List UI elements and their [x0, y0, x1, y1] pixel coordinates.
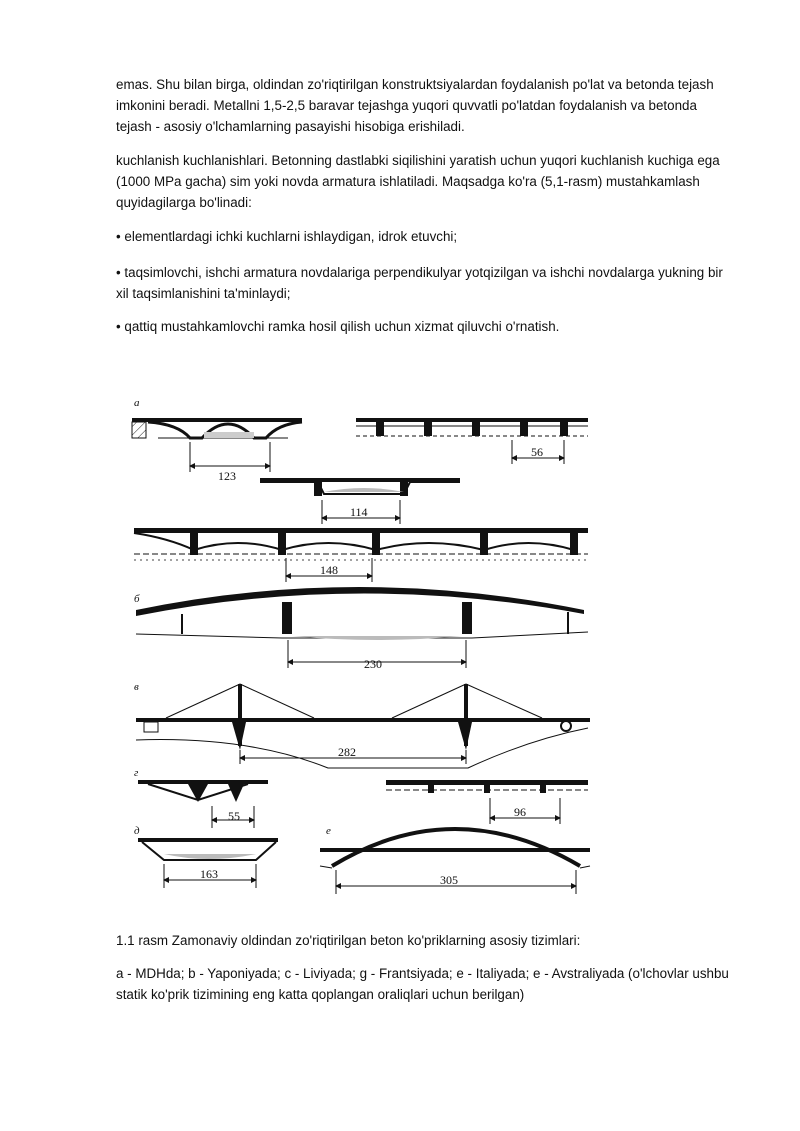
bridge-a-frame-arch [132, 397, 302, 483]
bridge-a-cantilever [260, 478, 460, 524]
label-d: д [134, 825, 140, 837]
label-e: е [326, 825, 331, 837]
paragraph-reinforcement: kuchlanish kuchlanishlari. Betonning dastlabki siqilishini yaratish uchun yuqori kuchlanish kuchiga ega (1000 MPa gacha) sim yoki novda armatura ishlatiladi. Maqsadga ko'ra (5,1-rasm) mustahkamlash quyidagilarga bo'linadi: [116, 153, 720, 210]
dim-56: 56 [531, 445, 543, 459]
label-b: б [134, 593, 140, 605]
dim-96: 96 [514, 805, 526, 819]
bridge-e-arch [320, 825, 590, 894]
figure-caption: 1.1 rasm Zamonaviy oldindan zo'riqtirilgan beton ko'priklarning asosiy tizimlari: [116, 933, 581, 948]
dim-305: 305 [440, 873, 458, 887]
bridge-systems-figure [128, 388, 598, 908]
bridge-v-cable-stayed [134, 681, 590, 768]
dim-148: 148 [320, 563, 338, 577]
dim-282: 282 [338, 745, 356, 759]
label-g: г [134, 767, 139, 779]
dim-114: 114 [350, 505, 368, 519]
bridge-d-frame [134, 825, 278, 888]
dim-55: 55 [228, 809, 240, 823]
label-v: в [134, 681, 139, 693]
bridge-g-frames [134, 767, 588, 828]
dim-230: 230 [364, 657, 382, 671]
figure-legend: a - MDHda; b - Yaponiyada; c - Liviyada; g - Frantsiyada; e - Italiyada; e - Avstraliyada (o'lchovlar ushbu statik ko'prik tizimining eng katta qoplangan oraliqlari uchun berilgan) [116, 966, 729, 1002]
bridge-a-long-multispan [134, 528, 588, 582]
label-a: a [134, 397, 140, 409]
bridge-b-girder [134, 587, 588, 671]
bridge-a-multispan [356, 418, 588, 464]
bullet-distribution-reinforcement: • taqsimlovchi, ishchi armatura novdalariga perpendikulyar yotqizilgan va ishchi novdalarga yukning bir xil taqsimlanishini ta'minlaydi; [116, 265, 723, 301]
bullet-mounting-reinforcement: • qattiq mustahkamlovchi ramka hosil qilish uchun xizmat qiluvchi o'rnatish. [116, 319, 560, 334]
bullet-working-reinforcement: • elementlardagi ichki kuchlarni ishlaydigan, idrok etuvchi; [116, 229, 458, 244]
paragraph-intro: emas. Shu bilan birga, oldindan zo'riqtirilgan konstruktsiyalardan foydalanish po'lat va betonda tejash imkonini beradi. Metallni 1,5-2,5 baravar tejashga yuqori quvvatli po'latdan foydalanish va betonda tejash - asosiy o'lchamlarning pasayishi hisobiga erishiladi. [116, 77, 714, 134]
dim-163: 163 [200, 867, 218, 881]
dim-123: 123 [218, 469, 236, 483]
